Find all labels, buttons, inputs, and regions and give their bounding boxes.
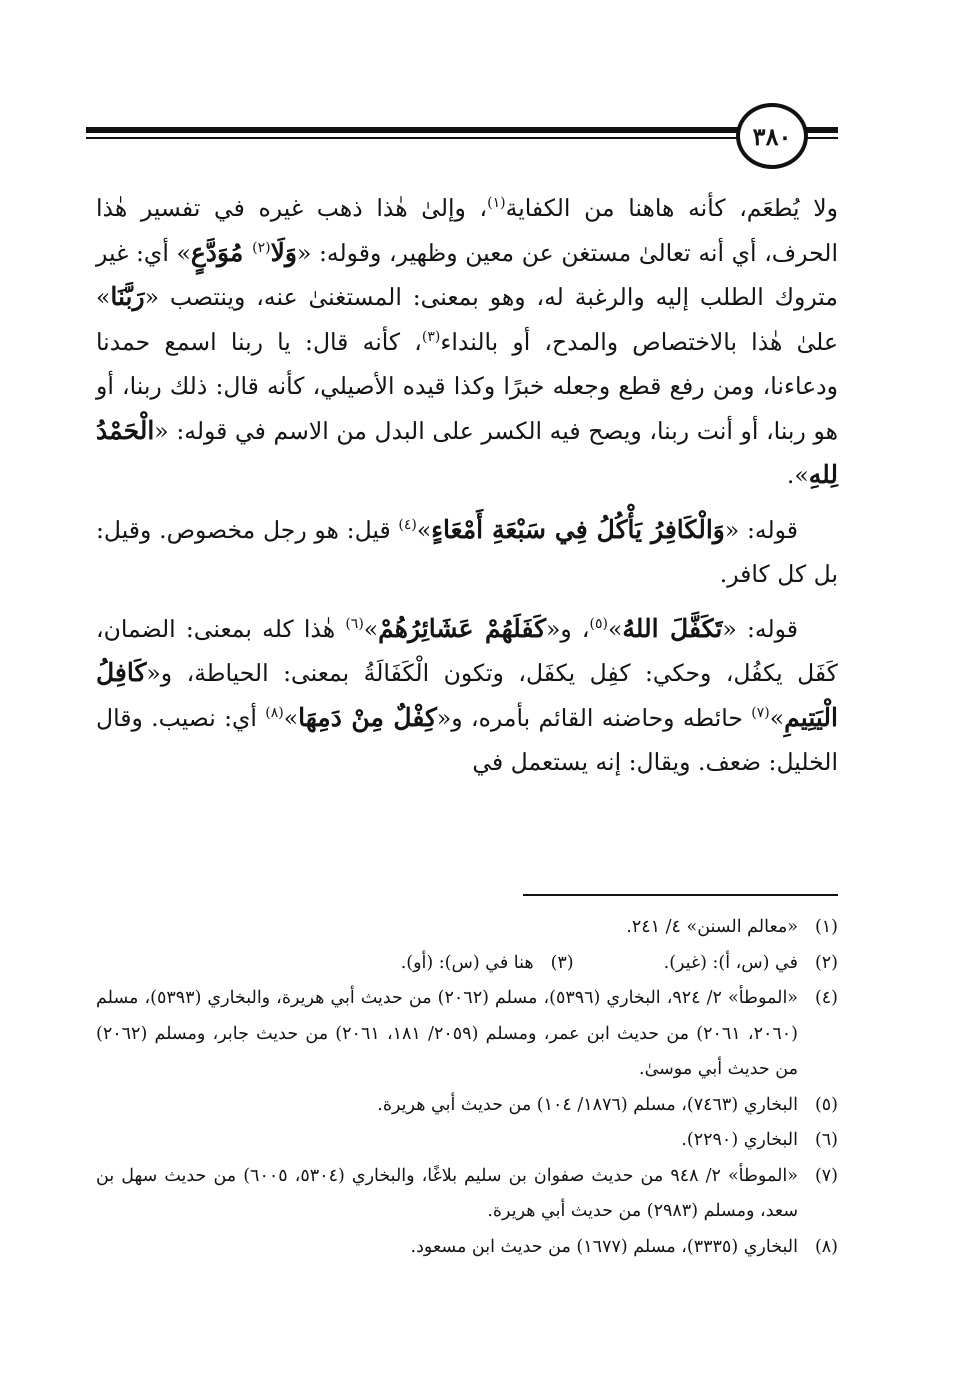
quoted-term: كَفَلَهُمْ عَشَائِرُهُمْ	[378, 613, 546, 643]
footnote-ref: (٦)	[345, 615, 364, 632]
quoted-term: كَافِلُ الْيَتِيمِ	[96, 658, 838, 732]
text-run: ، وإلىٰ هٰذا ذهب غيره في تفسير هٰذا الحرف، أي أنه تعالىٰ مستغن عن معين وظهير، وقوله: «	[96, 194, 838, 267]
quoted-term: وَلَا	[270, 237, 297, 267]
footnote-7	[96, 1159, 838, 1230]
footnote-separator	[523, 894, 838, 896]
header-rule-thick	[86, 127, 754, 133]
footnote-number: (٤)	[814, 988, 838, 1008]
quoted-term: مُوَدَّعٍ	[190, 237, 253, 267]
quoted-term: رَبَّنَا	[110, 282, 145, 311]
text-run: أي: نصيب. وقال الخليل: ضعف. ويقال: إنه يستعمل في	[96, 703, 838, 776]
quoted-term: الْحَمْدُ لِلهِ	[96, 415, 838, 489]
text-run: ، كأنه قال: يا ربنا اسمع حمدنا ودعاءنا، ومن رفع قطع وجعله خبرًا وكذا قيده الأصيلي، كأنه قال: ذلك ربنا، أو هو ربنا، أو أنت ربنا، ويصح فيه الكسر على البدل من الاسم في قوله: «	[96, 327, 838, 445]
footnote-text: البخاري (٧٤٦٣)، مسلم (١٨٧٦/ ١٠٤) من حديث أبي هريرة.	[377, 1094, 798, 1115]
page-header	[86, 98, 838, 178]
footnote-ref: (٢)	[252, 239, 271, 256]
footnote-number: (٧)	[814, 1165, 838, 1186]
footnote-ref: (٣)	[421, 328, 441, 345]
footnote-2-3	[96, 946, 838, 982]
footnote-ref: (٧)	[751, 704, 770, 721]
paragraph-1	[96, 186, 838, 498]
footnote-ref: (٥)	[589, 615, 608, 632]
text-run: قيل: هو رجل مخصوص. وقيل: بل كل كافر.	[96, 515, 838, 588]
footnote-number: (٣)	[550, 952, 574, 973]
text-run: قوله: «	[724, 515, 798, 544]
text-run: » علىٰ هٰذا بالاختصاص والمدح، أو بالنداء	[96, 283, 838, 356]
footnote-text: البخاري (٢٢٩٠).	[681, 1130, 798, 1150]
footnote-text: «معالم السنن» ٤/ ٢٤١.	[626, 917, 798, 937]
footnote-text: هنا في (س): (أو).	[400, 952, 534, 973]
footnote-ref: (١)	[487, 195, 506, 212]
text-run: » أي: غير متروك الطلب إليه والرغبة له، وهو بمعنى: المستغنىٰ عنه، وينتصب «	[96, 238, 838, 311]
text-run: »	[607, 614, 623, 643]
footnotes	[96, 910, 838, 1265]
footnote-number: (٢)	[814, 952, 838, 973]
footnote-4	[96, 981, 838, 1088]
text-run: قوله: «	[722, 614, 799, 643]
footnote-number: (٦)	[814, 1130, 838, 1150]
text-run: هٰذا كله بمعنى: الضمان، كَفَل يكفُل، وحكي: كفِل يكفَل، وتكون الْكَفَالَةُ بمعنى: الحياطة، و«	[96, 614, 838, 687]
quoted-term: تَكَفَّلَ اللهُ	[622, 613, 723, 643]
text-run: »	[769, 703, 785, 732]
text-run: ولا يُطعَم، كأنه هاهنا من الكفاية	[505, 194, 838, 222]
paragraph-3	[96, 607, 838, 785]
text-run: ، و«	[546, 614, 590, 643]
header-rule-thin	[86, 137, 754, 139]
text-run: »	[363, 614, 379, 643]
footnote-number: (١)	[814, 917, 838, 937]
text-run: »	[416, 515, 432, 544]
footnote-ref: (٨)	[265, 704, 284, 721]
paragraph-2	[96, 508, 838, 597]
main-text	[96, 186, 838, 795]
footnote-text: «الموطأ» ٢/ ٩٤٨ من حديث صفوان بن سليم بلاغًا، والبخاري (٥٣٠٤، ٦٠٠٥) من حديث سهل بن سعد، ومسلم (٢٩٨٣) من حديث أبي هريرة.	[96, 1165, 798, 1221]
footnote-6	[96, 1123, 838, 1159]
footnote-1	[96, 910, 838, 946]
footnote-ref: (٤)	[398, 516, 417, 533]
footnote-text: في (س، أ): (غير).	[663, 952, 798, 973]
footnote-5	[96, 1088, 838, 1124]
page-number: ٣٨٠	[736, 103, 808, 169]
text-run: »	[283, 703, 299, 732]
text-run: حائطه وحاضنه القائم بأمره، و«	[436, 703, 752, 732]
text-run: ».	[786, 461, 809, 489]
quoted-term: وَالْكَافِرُ يَأْكُلُ فِي سَبْعَةِ أَمْعَاءٍ	[431, 514, 725, 544]
footnote-number: (٨)	[814, 1236, 838, 1257]
quoted-term: كِفْلٌ مِنْ دَمِهَا	[298, 702, 437, 732]
footnote-8	[96, 1230, 838, 1266]
footnote-number: (٥)	[814, 1094, 838, 1115]
footnote-text: البخاري (٣٣٣٥)، مسلم (١٦٧٧) من حديث ابن مسعود.	[410, 1236, 798, 1257]
footnote-text: «الموطأ» ٢/ ٩٢٤، البخاري (٥٣٩٦)، مسلم (٢٠٦٢) من حديث أبي هريرة، والبخاري (٥٣٩٣)، مسلم (٢٠٦٠، ٢٠٦١) من حديث ابن عمر، ومسلم (٢٠٥٩/ ١٨١، ٢٠٦١) من حديث جابر، ومسلم (٢٠٦٢) من حديث أبي موسىٰ.	[96, 988, 799, 1079]
